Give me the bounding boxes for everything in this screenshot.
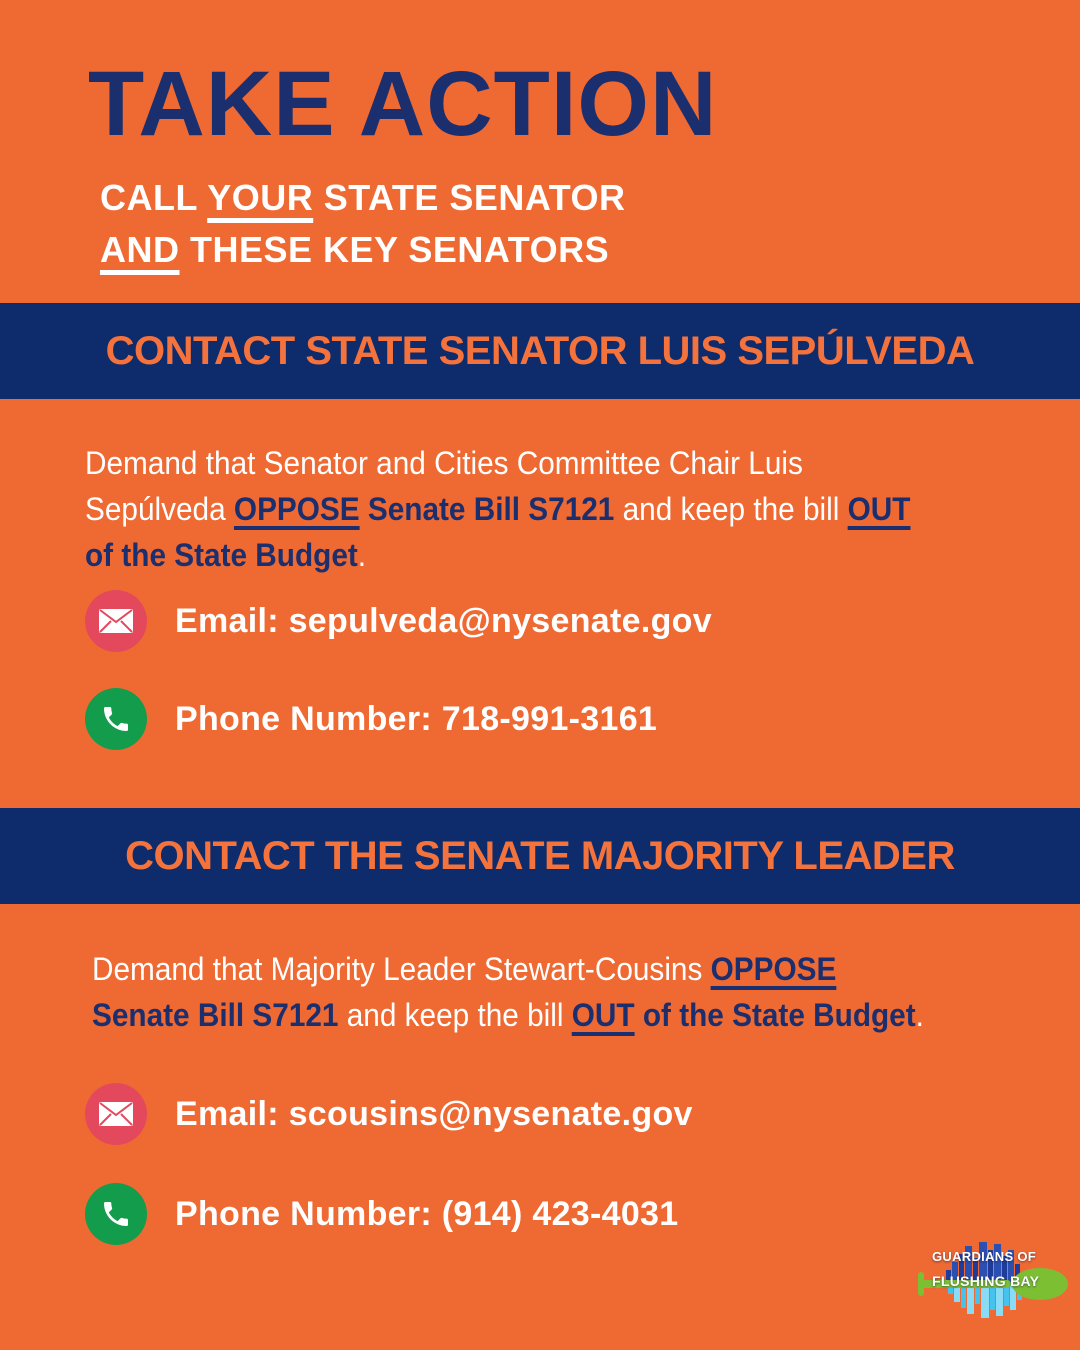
gfb-logo [918, 1232, 1070, 1332]
phone-label: Phone Number: (914) 423-4031 [175, 1194, 679, 1233]
section-band-majority-leader [0, 808, 1080, 904]
subtitle: CALL YOUR STATE SENATOR AND THESE KEY SENATORS [100, 177, 626, 270]
phone-row-majority-leader [85, 1183, 678, 1245]
logo-text-line2: FLUSHING BAY [932, 1273, 1040, 1289]
email-label: Email: sepulveda@nysenate.gov [175, 601, 712, 640]
section-band-sepulveda [0, 303, 1080, 399]
phone-row-sepulveda [85, 688, 657, 750]
phone-icon [85, 1183, 147, 1245]
section-title: CONTACT STATE SENATOR LUIS SEPÚLVEDA [105, 328, 975, 373]
demand-paragraph-majority-leader: Demand that Majority Leader Stewart-Cousins OPPOSE Senate Bill S7121 and keep the bill OUT of the State Budget. [92, 951, 924, 1033]
logo-text-line1: GUARDIANS OF [932, 1249, 1036, 1264]
email-row-majority-leader [85, 1083, 693, 1145]
envelope-icon [85, 1083, 147, 1145]
email-label: Email: scousins@nysenate.gov [175, 1094, 693, 1133]
envelope-icon [85, 590, 147, 652]
phone-icon [85, 688, 147, 750]
section-title: CONTACT THE SENATE MAJORITY LEADER [125, 833, 955, 878]
phone-label: Phone Number: 718-991-3161 [175, 699, 658, 738]
demand-paragraph-sepulveda: Demand that Senator and Cities Committee Chair Luis Sepúlveda OPPOSE Senate Bill S7121 and keep the bill OUT of the State Budget. [85, 445, 911, 573]
page-title: TAKE ACTION [88, 53, 718, 155]
email-row-sepulveda [85, 590, 712, 652]
